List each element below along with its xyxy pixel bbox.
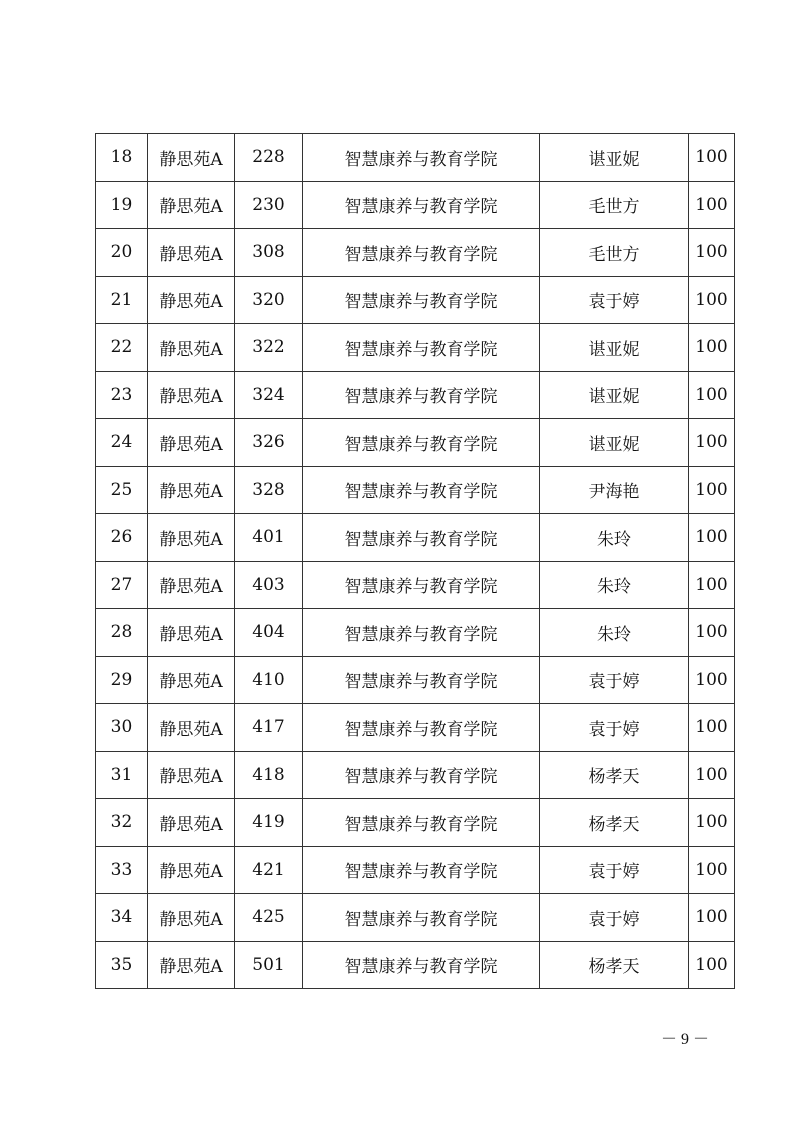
person-name-cell: 谌亚妮 [540,371,689,419]
person-name-cell: 朱玲 [540,561,689,609]
score-cell: 100 [689,561,735,609]
table-body [96,134,735,989]
table-row [96,324,735,372]
row-number-cell: 19 [96,181,148,229]
row-number-cell: 21 [96,276,148,324]
person-name-cell: 谌亚妮 [540,419,689,467]
building-cell: 静思苑A [148,751,235,799]
building-cell: 静思苑A [148,419,235,467]
college-cell: 智慧康养与教育学院 [303,799,540,847]
room-number-cell: 322 [235,324,303,372]
building-cell: 静思苑A [148,276,235,324]
room-number-cell: 421 [235,846,303,894]
table-row [96,181,735,229]
score-cell: 100 [689,514,735,562]
college-cell: 智慧康养与教育学院 [303,181,540,229]
room-number-cell: 326 [235,419,303,467]
building-cell: 静思苑A [148,941,235,989]
college-cell: 智慧康养与教育学院 [303,276,540,324]
row-number-cell: 31 [96,751,148,799]
person-name-cell: 袁于婷 [540,276,689,324]
room-number-cell: 404 [235,609,303,657]
building-cell: 静思苑A [148,371,235,419]
room-number-cell: 417 [235,704,303,752]
person-name-cell: 朱玲 [540,514,689,562]
college-cell: 智慧康养与教育学院 [303,751,540,799]
room-number-cell: 230 [235,181,303,229]
dormitory-score-table [95,133,735,989]
table-row [96,751,735,799]
college-cell: 智慧康养与教育学院 [303,419,540,467]
row-number-cell: 32 [96,799,148,847]
table-row [96,941,735,989]
table-row [96,561,735,609]
score-cell: 100 [689,894,735,942]
college-cell: 智慧康养与教育学院 [303,561,540,609]
score-cell: 100 [689,229,735,277]
person-name-cell: 袁于婷 [540,846,689,894]
building-cell: 静思苑A [148,894,235,942]
row-number-cell: 28 [96,609,148,657]
score-cell: 100 [689,181,735,229]
building-cell: 静思苑A [148,846,235,894]
building-cell: 静思苑A [148,656,235,704]
table-row [96,656,735,704]
row-number-cell: 26 [96,514,148,562]
table-row [96,134,735,182]
score-cell: 100 [689,751,735,799]
score-cell: 100 [689,609,735,657]
person-name-cell: 毛世方 [540,229,689,277]
room-number-cell: 324 [235,371,303,419]
table-row [96,514,735,562]
college-cell: 智慧康养与教育学院 [303,656,540,704]
person-name-cell: 杨孝天 [540,751,689,799]
table-row [96,704,735,752]
row-number-cell: 22 [96,324,148,372]
person-name-cell: 杨孝天 [540,941,689,989]
page-number: － 9 － [660,1031,709,1048]
building-cell: 静思苑A [148,134,235,182]
college-cell: 智慧康养与教育学院 [303,229,540,277]
building-cell: 静思苑A [148,561,235,609]
room-number-cell: 401 [235,514,303,562]
room-number-cell: 419 [235,799,303,847]
row-number-cell: 35 [96,941,148,989]
row-number-cell: 18 [96,134,148,182]
college-cell: 智慧康养与教育学院 [303,941,540,989]
room-number-cell: 410 [235,656,303,704]
room-number-cell: 425 [235,894,303,942]
building-cell: 静思苑A [148,181,235,229]
building-cell: 静思苑A [148,799,235,847]
row-number-cell: 30 [96,704,148,752]
score-cell: 100 [689,799,735,847]
score-cell: 100 [689,419,735,467]
score-cell: 100 [689,324,735,372]
score-cell: 100 [689,656,735,704]
building-cell: 静思苑A [148,466,235,514]
score-cell: 100 [689,846,735,894]
person-name-cell: 谌亚妮 [540,324,689,372]
person-name-cell: 袁于婷 [540,704,689,752]
college-cell: 智慧康养与教育学院 [303,894,540,942]
score-cell: 100 [689,371,735,419]
person-name-cell: 谌亚妮 [540,134,689,182]
person-name-cell: 袁于婷 [540,656,689,704]
college-cell: 智慧康养与教育学院 [303,371,540,419]
building-cell: 静思苑A [148,514,235,562]
college-cell: 智慧康养与教育学院 [303,514,540,562]
room-number-cell: 328 [235,466,303,514]
college-cell: 智慧康养与教育学院 [303,846,540,894]
person-name-cell: 袁于婷 [540,894,689,942]
table-row [96,276,735,324]
table-row [96,894,735,942]
person-name-cell: 杨孝天 [540,799,689,847]
row-number-cell: 29 [96,656,148,704]
college-cell: 智慧康养与教育学院 [303,704,540,752]
row-number-cell: 25 [96,466,148,514]
table-row [96,846,735,894]
person-name-cell: 尹海艳 [540,466,689,514]
score-cell: 100 [689,704,735,752]
room-number-cell: 228 [235,134,303,182]
building-cell: 静思苑A [148,324,235,372]
row-number-cell: 23 [96,371,148,419]
room-number-cell: 501 [235,941,303,989]
room-number-cell: 418 [235,751,303,799]
row-number-cell: 27 [96,561,148,609]
table-row [96,229,735,277]
person-name-cell: 朱玲 [540,609,689,657]
college-cell: 智慧康养与教育学院 [303,466,540,514]
row-number-cell: 20 [96,229,148,277]
table-row [96,466,735,514]
table-row [96,799,735,847]
score-cell: 100 [689,134,735,182]
college-cell: 智慧康养与教育学院 [303,134,540,182]
score-cell: 100 [689,276,735,324]
college-cell: 智慧康养与教育学院 [303,609,540,657]
score-cell: 100 [689,466,735,514]
person-name-cell: 毛世方 [540,181,689,229]
table-row [96,419,735,467]
building-cell: 静思苑A [148,704,235,752]
table-row [96,371,735,419]
row-number-cell: 24 [96,419,148,467]
row-number-cell: 34 [96,894,148,942]
room-number-cell: 320 [235,276,303,324]
room-number-cell: 308 [235,229,303,277]
building-cell: 静思苑A [148,229,235,277]
building-cell: 静思苑A [148,609,235,657]
college-cell: 智慧康养与教育学院 [303,324,540,372]
score-cell: 100 [689,941,735,989]
table-row [96,609,735,657]
room-number-cell: 403 [235,561,303,609]
row-number-cell: 33 [96,846,148,894]
